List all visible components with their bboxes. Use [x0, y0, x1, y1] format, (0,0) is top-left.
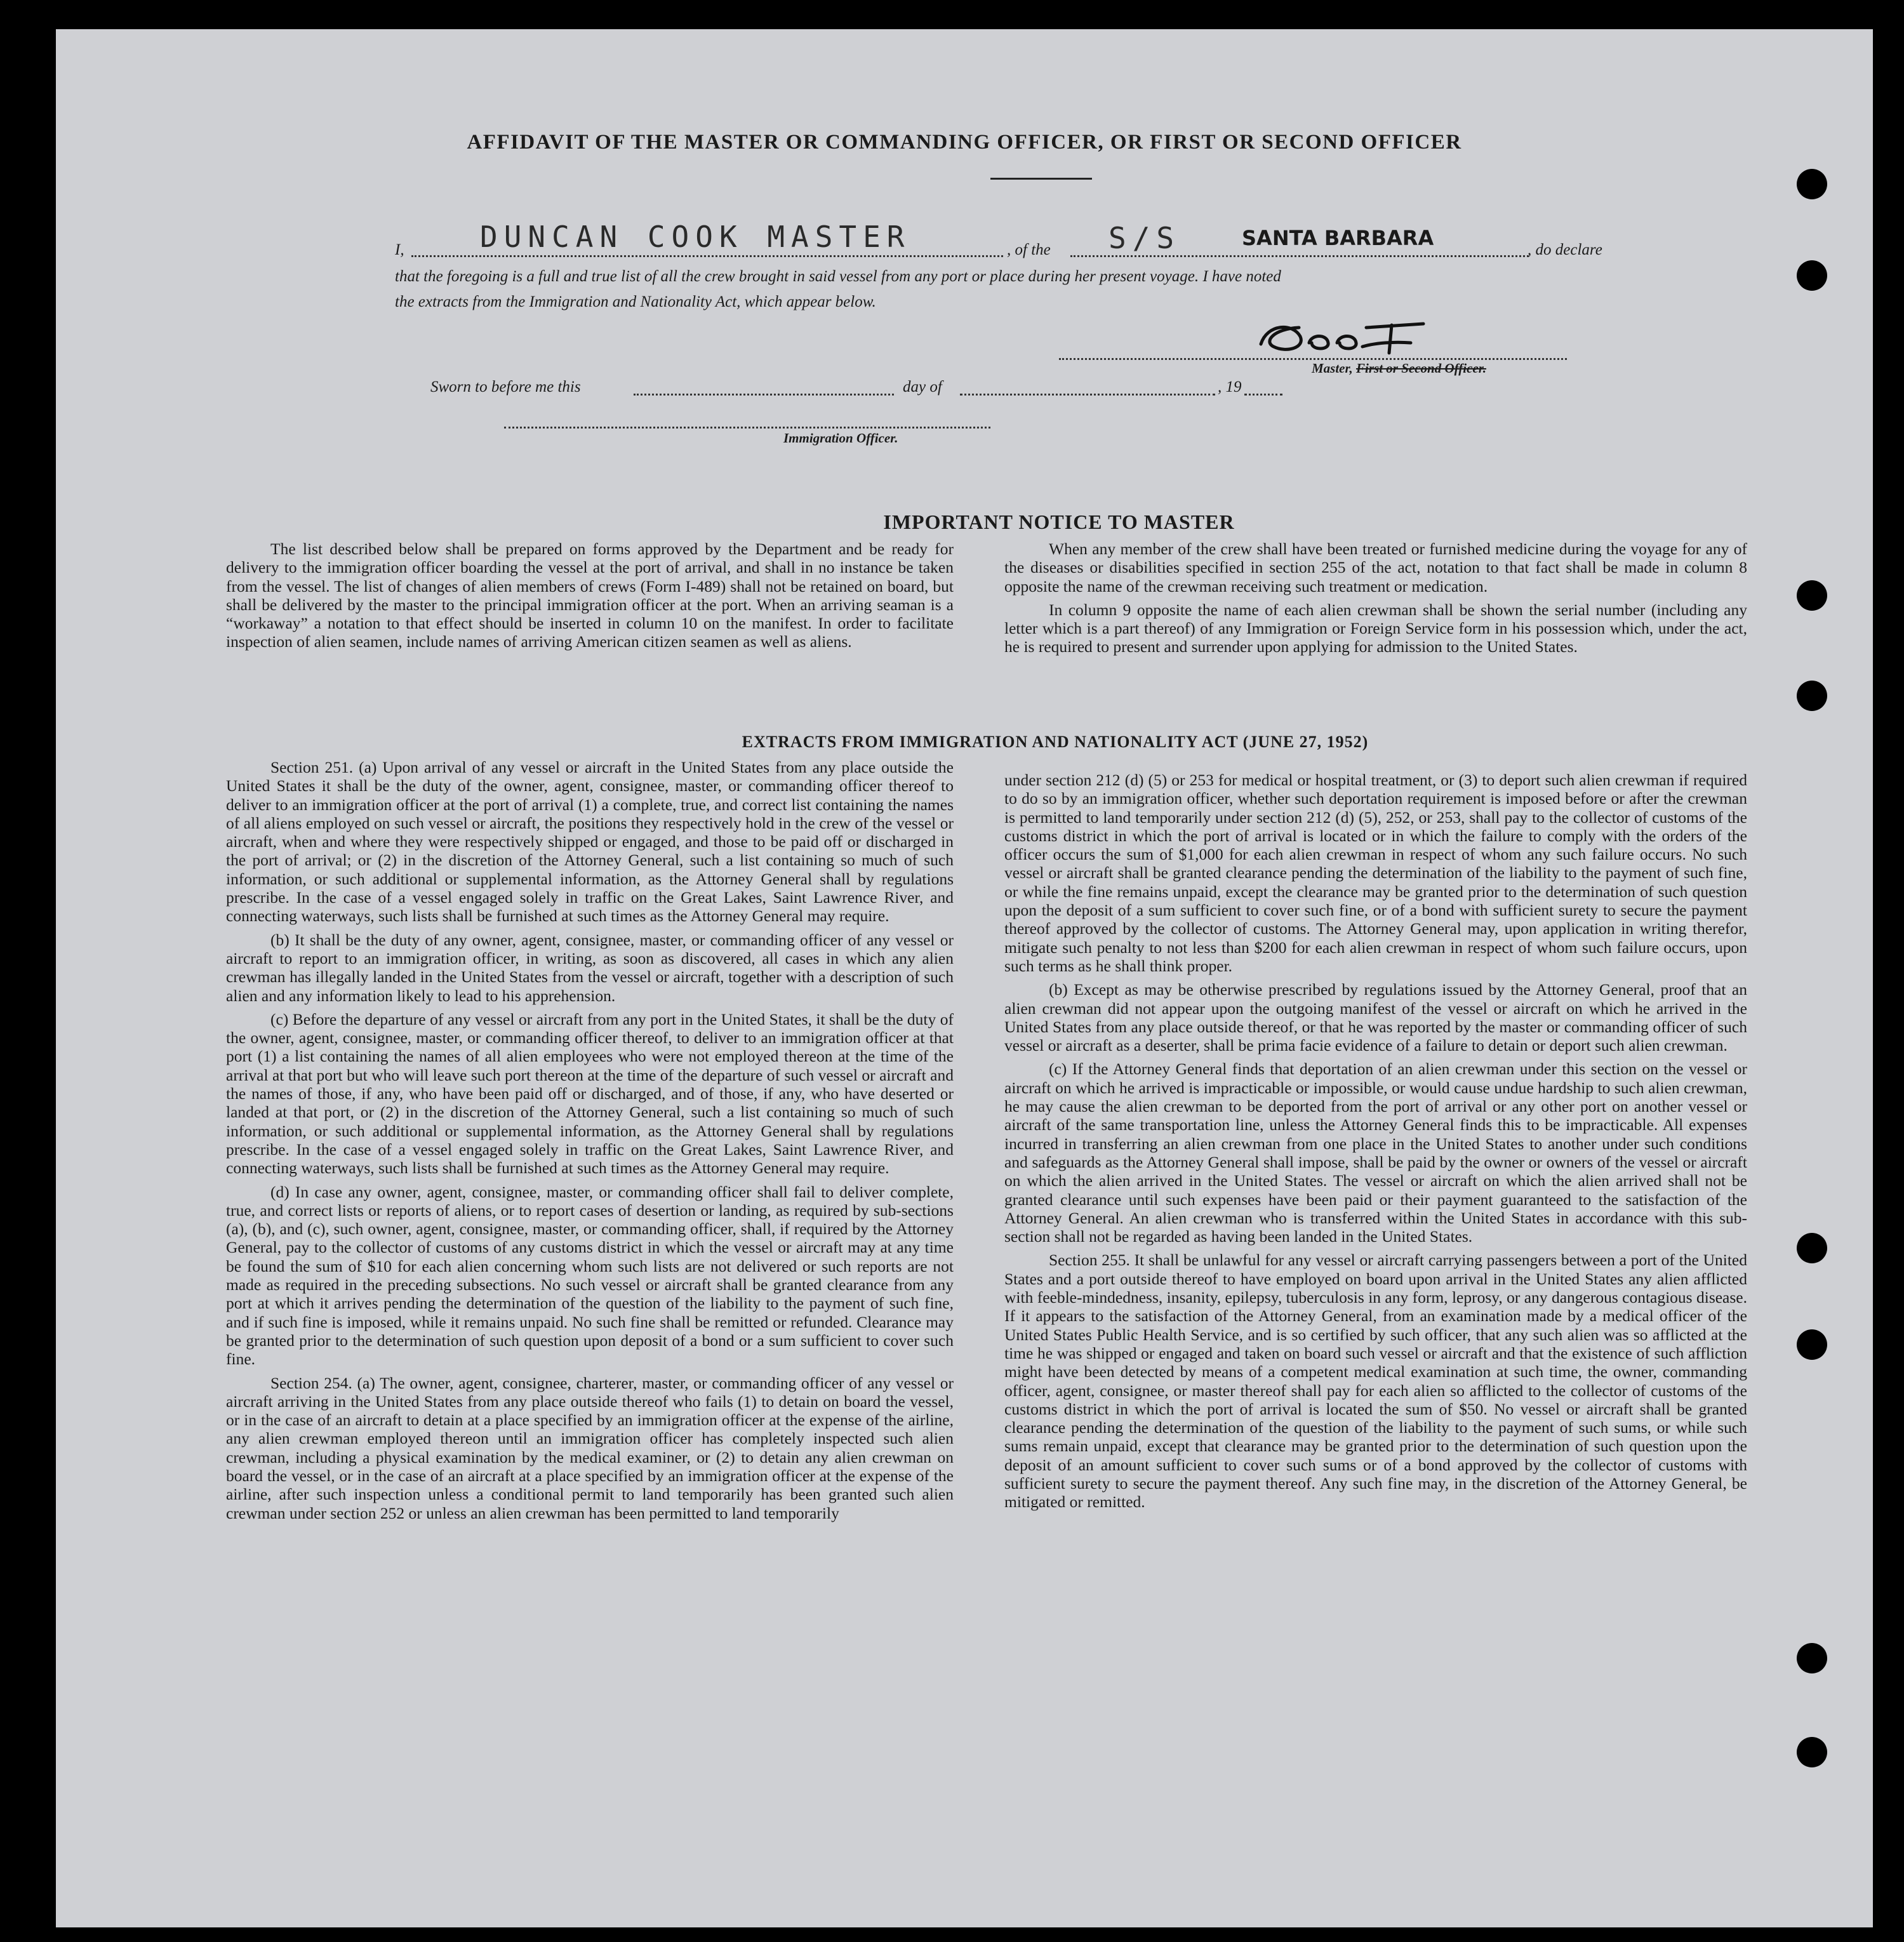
sworn-label: Sworn to before me this	[430, 378, 581, 396]
extract-paragraph: Section 254. (a) The owner, agent, consignee, charterer, master, or commanding officer of any vessel or aircraft arriving in the United States from any place outside thereof who fails (1) to detain on board the vessel, or in the case of an aircraft to detain at a place specified by an immigration officer at the expense of the airline, any alien crewman employed thereon until an immigration officer has completely inspected such alien crewman, including a physical examination by the medical examiner, or (2) to detain any alien crewman on board the vessel, or in the case of an aircraft at a place specified by an immigration officer at the expense of the airline, after such inspection unless a conditional permit to land temporarily has been granted such alien crewman under section 252 or unless an alien crewman has been permitted to land temporarily	[226, 1373, 954, 1522]
extract-paragraph: (b) Except as may be otherwise prescribed by regulations issued by the Attorney General, proof that an alien crewman did not appear upon the outgoing manifest of the vessel or aircraft on which he arrived in the United States from any place outside thereof, or that he was reported by the master or commanding officer of such vessel or aircraft as a deserter, shall be prima facie evidence of a failure to detain or deport such alien crewman.	[1004, 980, 1747, 1055]
extracts-right-column	[1004, 771, 1747, 1517]
notice-paragraph: The list described below shall be prepared on forms approved by the Department and be ready for delivery to the immigration officer boarding the vessel at the port of arrival, and shall in no instance be taken from the vessel. The list of changes of alien members of crews (Form I-489) shall not be retained on board, but shall be delivered by the master to the principal immigration officer at the port. When an arriving seaman is a “workaway” a notation to that effect should be inserted in column 10 on the manifest. In order to facilitate inspection of alien seamen, include names of arriving American citizen seamen as well as aliens.	[226, 540, 954, 651]
binder-hole	[1797, 1233, 1827, 1263]
notice-paragraph: In column 9 opposite the name of each alien crewman shall be shown the serial number (including any letter which is a part thereof) of any Immigration or Foreign Service form in his possession which, under the act, he is required to present and surrender upon applying for admission to the United States.	[1004, 600, 1747, 656]
declare-prefix: I,	[395, 241, 404, 258]
binder-hole	[1797, 681, 1827, 711]
of-the-label: , of the	[1007, 241, 1051, 258]
extract-paragraph: (b) It shall be the duty of any owner, agent, consignee, master, or commanding officer of any vessel or aircraft to report to an immigration officer, in writing, as soon as discovered, all cases in which any alien crewman has illegally landed in the United States from the vessel or aircraft, together with a description of such alien and any information likely to lead to his apprehension.	[226, 930, 954, 1005]
title-divider	[990, 178, 1092, 180]
vessel-prefix-handwriting: S/S	[1108, 221, 1181, 255]
affidavit-title: AFFIDAVIT OF THE MASTER OR COMMANDING OFFICER, OR FIRST OR SECOND OFFICER	[467, 131, 1462, 154]
signature-field[interactable]	[1059, 358, 1567, 360]
extract-paragraph: under section 212 (d) (5) or 253 for medical or hospital treatment, or (3) to deport such alien crewman if required to do so by an immigration officer, whether such deportation requirement is imposed before or after the crewman is permitted to land temporarily under section 212 (d) (5), 252, or 253, shall pay to the collector of customs of the customs district in which the port of arrival is located or in which the failure to comply with the orders of the officer occurs the sum of $1,000 for each alien crewman in respect of whom any such failure occurs. No such vessel or aircraft shall be granted clearance pending the determination of the liability to the payment of such fine, or while the fine remains unpaid, except the clearance may be granted prior to the determination of such question upon the deposit of a sum sufficient to cover such fine, or of a bond with sufficient surety to secure the payment thereof approved by the collector of customs. The Attorney General may, upon application in writing therefor, mitigate such penalty to not less than $200 for each alien crewman in respect of whom such failure occurs, upon such terms as he shall think proper.	[1004, 771, 1747, 975]
notice-left-column	[226, 540, 954, 656]
year-label: , 19	[1218, 378, 1242, 396]
binder-hole	[1797, 580, 1827, 611]
master-signature	[1248, 311, 1515, 362]
extracts-left-column	[226, 758, 954, 1527]
signature-caption-struck: First or Second Officer.	[1356, 361, 1486, 376]
binder-hole	[1797, 260, 1827, 291]
extracts-title: EXTRACTS FROM IMMIGRATION AND NATIONALITY ACT (JUNE 27, 1952)	[742, 733, 1369, 751]
document-sheet	[56, 29, 1873, 1927]
signature-caption-master: Master,	[1312, 361, 1353, 376]
officer-signature-field[interactable]	[504, 427, 990, 429]
sworn-year-field[interactable]	[1244, 394, 1282, 396]
sworn-date-field[interactable]	[634, 394, 894, 396]
master-name-field[interactable]	[411, 255, 1003, 257]
immigration-officer-label: Immigration Officer.	[783, 430, 898, 446]
binder-hole	[1797, 1643, 1827, 1673]
binder-hole	[1797, 169, 1827, 199]
declaration-text-line-2: the extracts from the Immigration and Nationality Act, which appear below.	[395, 293, 876, 310]
notice-title: IMPORTANT NOTICE TO MASTER	[883, 510, 1235, 533]
master-name-handwriting: DUNCAN COOK MASTER	[480, 220, 911, 254]
extract-paragraph: (c) If the Attorney General finds that deportation of an alien crewman under this section on the vessel or aircraft on which he arrived is impracticable or impossible, or would cause undue hardship to such alien crewman, he may cause the alien crewman to be deported from the port of arrival or any other port on another vessel or aircraft of the same transportation line, unless the Attorney General finds this to be impracticable. All expenses incurred in transferring an alien crewman from one place in the United States to another under such conditions and safeguards as the Attorney General shall impose, shall be paid by the owner or owners of the vessel or aircraft on which the alien arrived in the United States. The vessel or aircraft on which the alien arrived shall not be granted clearance until such expenses have been paid or their payment guaranteed to the satisfaction of the Attorney General. An alien crewman who is transferred within the United States in accordance with this sub-section shall not be regarded as having been landed in the United States.	[1004, 1060, 1747, 1246]
extract-paragraph: Section 255. It shall be unlawful for any vessel or aircraft carrying passengers between a port of the United States and a port outside thereof to have employed on board upon arrival in the United States any alien afflicted with feeble-mindedness, insanity, epilepsy, tuberculosis in any form, leprosy, or any dangerous contagious disease. If it appears to the satisfaction of the Attorney General, from an examination made by a medical officer of the United States Public Health Service, and is so certified by such officer, that any such alien was so afflicted at the time he was shipped or engaged and taken on board such vessel or aircraft and that the existence of such affliction might have been detected by means of a competent medical examination at such time, the owner, commanding officer, agent, consignee, or master thereof shall pay for each alien so afflicted to the collector of customs of the customs district in which the port of arrival is located the sum of $50. No vessel or aircraft shall be granted clearance pending the determination of the question of the liability to the payment of such sums, or while such sums remain unpaid, except that clearance may be granted prior to the determination of such question upon the deposit of an amount sufficient to cover such sums or of a bond approved by the collector of customs with sufficient surety to secure the payment thereof. Any such fine may, in the discretion of the Attorney General, be mitigated or remitted.	[1004, 1251, 1747, 1512]
vessel-name-field[interactable]	[1070, 255, 1529, 257]
vessel-name-stamp: SANTA BARBARA	[1242, 226, 1434, 250]
extract-paragraph: (c) Before the departure of any vessel or aircraft from any port in the United States, it shall be the duty of the owner, agent, consignee, master, or commanding officer thereof, to deliver to an immigration officer at that port (1) a list containing the names of all alien employees who were not employed thereon at the time of the arrival at that port but who will leave such port thereon at the time of the departure of such vessel or aircraft and the names of those, if any, who have been paid off or discharged, and of those, if any, who have deserted or landed at that port, or (2) in the discretion of the Attorney General, such a list containing so much of such information, or such additional or supplemental information, as the Attorney General shall by regulations prescribe. In the case of a vessel engaged solely in traffic on the Great Lakes, Saint Lawrence River, and connecting waterways, such lists shall be furnished at such times as the Attorney General may require.	[226, 1009, 954, 1178]
sworn-month-field[interactable]	[960, 394, 1215, 396]
day-of-label: day of	[903, 378, 942, 396]
extract-paragraph: (d) In case any owner, agent, consignee, master, or commanding officer shall fail to deliver complete, true, and correct lists or reports of aliens, or to report cases of desertion or landing, as required by sub-sections (a), (b), and (c), such owner, agent, consignee, master, or commanding officer, shall, if required by the Attorney General, pay to the collector of customs of any customs district in which the vessel or aircraft may at any time be found the sum of $10 for each alien concerning whom such lists are not delivered or such reports are not made as required in the preceding subsections. No such vessel or aircraft shall be granted clearance from any port at which it arrives pending the determination of the question of the liability to the payment of such fine, and if such fine is imposed, while it remains unpaid. No such fine shall be remitted or refunded. Clearance may be granted prior to the determination of such question upon deposit of a bond or a sum sufficient to cover such fine.	[226, 1182, 954, 1369]
do-declare-label: , do declare	[1528, 241, 1602, 258]
notice-paragraph: When any member of the crew shall have been treated or furnished medicine during the voyage for any of the diseases or disabilities specified in section 255 of the act, notation to that fact shall be made in column 8 opposite the name of the crewman receiving such treatment or medication.	[1004, 540, 1747, 595]
extract-paragraph: Section 251. (a) Upon arrival of any vessel or aircraft in the United States from any place outside the United States it shall be the duty of the owner, agent, consignee, master, or commanding officer thereof to deliver to an immigration officer at the port of arrival (1) a complete, true, and correct list containing the names of all aliens employed on such vessel or aircraft, the positions they respectively hold in the crew of the vessel or aircraft, when and where they were respectively shipped or engaged, and those to be paid off or discharged in the port of arrival; or (2) in the discretion of the Attorney General, such a list containing so much of such information, or such additional or supplemental information, as the Attorney General shall by regulations prescribe. In the case of a vessel engaged solely in traffic on the Great Lakes, Saint Lawrence River, and connecting waterways, such lists shall be furnished at such times as the Attorney General may require.	[226, 758, 954, 926]
binder-hole	[1797, 1737, 1827, 1767]
notice-right-column	[1004, 540, 1747, 662]
declaration-text-line-1: that the foregoing is a full and true list of all the crew brought in said vessel from any port or place during her present voyage. I have noted	[395, 268, 1281, 285]
binder-hole	[1797, 1329, 1827, 1360]
signature-caption	[1312, 361, 1486, 376]
